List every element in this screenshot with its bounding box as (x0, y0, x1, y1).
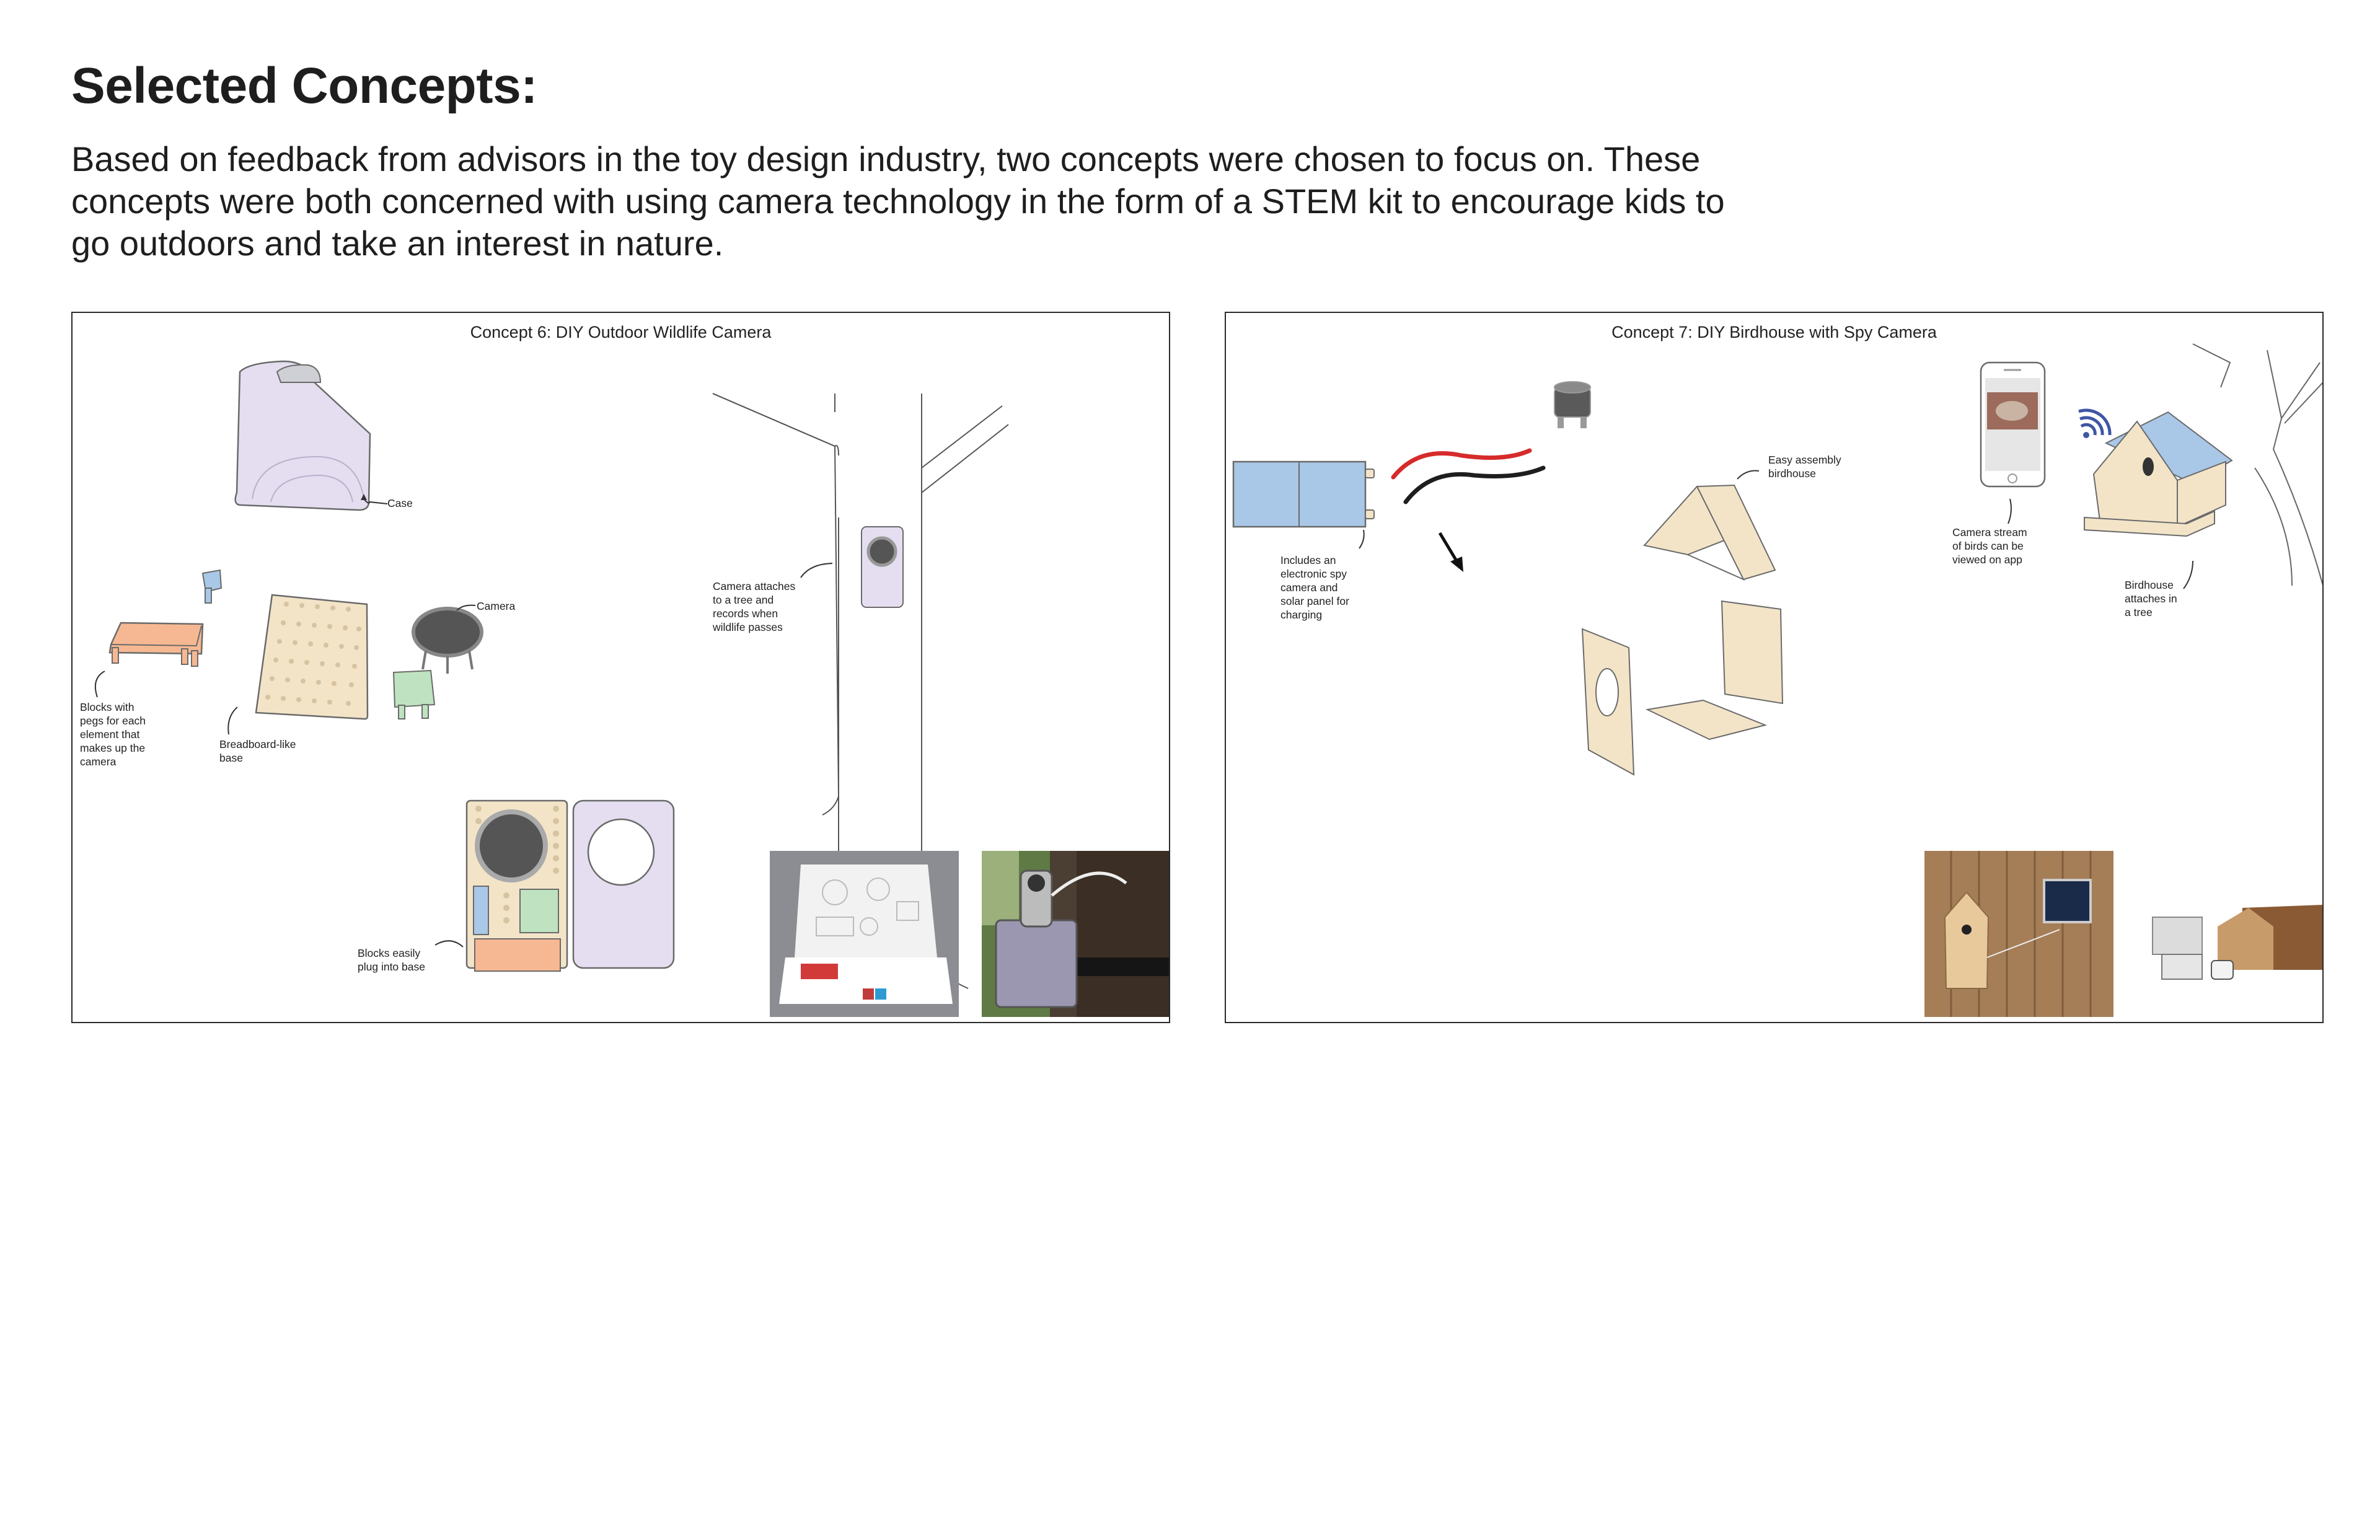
camera-lens-part (413, 605, 482, 674)
assembled-birdhouse (2084, 412, 2232, 589)
concept-6-title: Concept 6: DIY Outdoor Wildlife Camera (470, 323, 772, 341)
blocks-label: Blocks with pegs for each element that makes up the camera (80, 701, 146, 768)
attach-label: Birdhouse attaches in a tree (2125, 579, 2177, 618)
concept-7-title: Concept 7: DIY Birdhouse with Spy Camera (1611, 323, 1937, 341)
case-illustration (236, 361, 387, 510)
page-title: Selected Concepts: (71, 58, 537, 114)
peach-block (110, 623, 203, 666)
stream-label: Camera stream of birds can be viewed on app (1952, 526, 2027, 566)
case-label: Case (387, 497, 413, 509)
photo-product-kit (2143, 895, 2323, 1007)
blue-block (203, 570, 221, 603)
camera-label: Camera (477, 600, 516, 612)
spy-camera-illustration (1554, 382, 1590, 428)
assembled-camera-board (435, 801, 567, 971)
plug-label: Blocks easily plug into base (358, 947, 425, 973)
phone-illustration (1981, 363, 2045, 524)
concept-6-panel (71, 312, 1170, 1023)
tree-mount-label: Camera attaches to a tree and records when wildlife passes (713, 580, 796, 633)
case-lens-hole (588, 819, 654, 885)
intro-paragraph: Based on feedback from advisors in the toy design industry, two concepts were chosen to focus on. These concepts were both concerned with using camera technology in the form of a STEM kit to encourage kids to go outdoors and take an interest in nature. (71, 139, 1725, 263)
birdhouse-floor-piece (1647, 700, 1765, 739)
concept-7-panel (1225, 312, 2324, 1023)
kit-label: Includes an electronic spy camera and solar panel for charging (1280, 554, 1349, 621)
birdhouse-roof-piece (1644, 471, 1775, 579)
photo-birdhouse-solar (1924, 851, 2113, 1017)
concept-6-illustration (73, 313, 1170, 1023)
solar-panel-illustration (1233, 462, 1374, 548)
birdhouse-front-piece (1582, 629, 1634, 775)
concept-7-illustration (1226, 313, 2324, 1023)
photo-trail-camera (982, 851, 1170, 1017)
black-wire (1406, 468, 1543, 502)
green-block (394, 671, 434, 719)
breadboard-base (256, 595, 368, 719)
breadboard-label: Breadboard-like base (219, 738, 296, 764)
birdhouse-side-piece (1722, 601, 1783, 703)
tree-camera (801, 527, 903, 607)
assembly-label: Easy assembly birdhouse (1768, 454, 1841, 480)
wifi-icon (2079, 410, 2110, 438)
photo-kit-box (770, 851, 959, 1017)
